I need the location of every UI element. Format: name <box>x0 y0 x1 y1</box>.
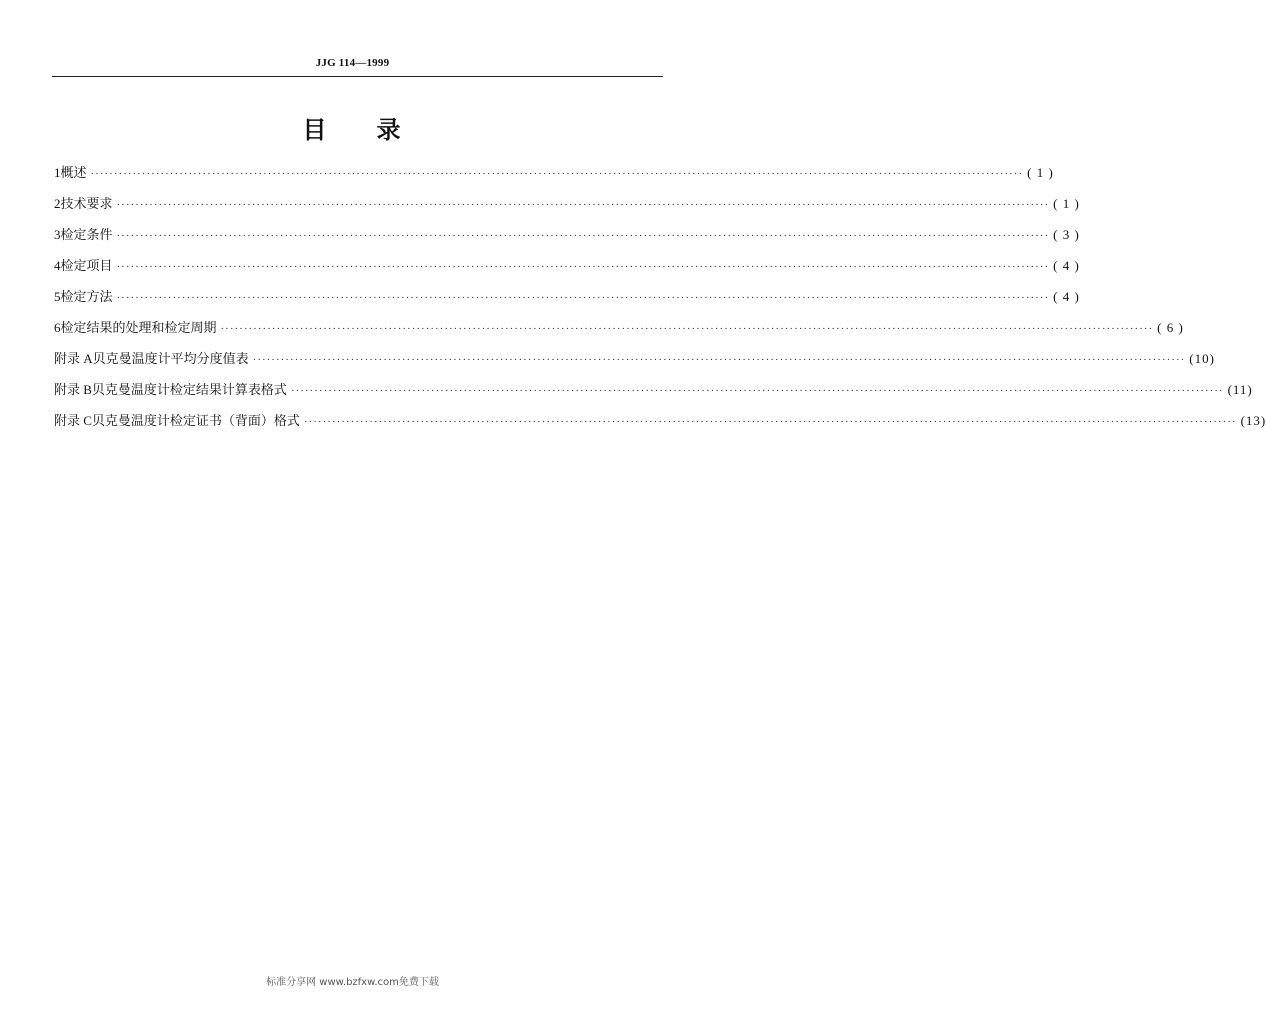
toc-item-label: 贝克曼温度计检定结果计算表格式 <box>91 383 287 398</box>
toc-item-label: 贝克曼温度计平均分度值表 <box>92 352 249 367</box>
toc-item[interactable] <box>54 317 1184 348</box>
toc-item[interactable] <box>54 410 1266 441</box>
toc-item-page: ( 4 ) <box>1053 289 1080 304</box>
page-title <box>0 110 705 145</box>
toc-item-number: 附录 C <box>54 413 92 428</box>
toc-item-page: ( 1 ) <box>1027 165 1054 180</box>
toc-leader-dots: ········································································································································································································ <box>116 199 1050 211</box>
toc-leader-dots: ········································································································································································································ <box>252 354 1186 366</box>
toc-item-label: 检定结果的处理和检定周期 <box>60 321 217 336</box>
toc-item-number: 2 <box>54 196 61 211</box>
toc-item-number: 附录 A <box>54 351 93 366</box>
toc-leader-dots: ········································································································································································································ <box>290 385 1224 397</box>
toc-item-label: 检定项目 <box>60 259 113 274</box>
toc-leader-dots: ········································································································································································································ <box>116 230 1050 242</box>
toc-leader-dots: ········································································································································································································ <box>116 261 1050 273</box>
toc-item[interactable] <box>54 224 1080 255</box>
toc-item-page: (13) <box>1240 413 1266 428</box>
toc-item[interactable] <box>54 379 1253 410</box>
toc-item-page: (11) <box>1227 382 1253 397</box>
title-part-1: 目 <box>302 116 329 144</box>
document-code-header: JJG 114—1999 <box>315 57 390 69</box>
toc-item[interactable] <box>54 286 1080 317</box>
header-rule <box>52 76 663 77</box>
toc-item-page: (10) <box>1189 351 1215 366</box>
toc-leader-dots: ········································································································································································································ <box>303 416 1237 428</box>
toc-item-label: 概述 <box>60 166 87 181</box>
title-part-2: 录 <box>376 116 403 144</box>
toc-item-number: 1 <box>54 165 61 180</box>
toc-item-number: 附录 B <box>54 382 92 397</box>
toc-item[interactable] <box>54 162 1054 193</box>
toc-item-label: 检定条件 <box>60 228 113 243</box>
watermark-footer: 标准分享网 www.bzfxw.com免费下载 <box>266 977 439 988</box>
toc-item-number: 4 <box>54 258 61 273</box>
toc-item-label: 技术要求 <box>60 197 113 212</box>
toc-item-page: ( 3 ) <box>1053 227 1080 242</box>
table-of-contents <box>54 162 1266 441</box>
toc-item-number: 3 <box>54 227 61 242</box>
toc-item-number: 5 <box>54 289 61 304</box>
toc-item-label: 检定方法 <box>60 290 113 305</box>
toc-item[interactable] <box>54 193 1080 224</box>
toc-item-page: ( 4 ) <box>1053 258 1080 273</box>
toc-item-label: 贝克曼温度计检定证书（背面）格式 <box>91 414 300 429</box>
toc-item-page: ( 6 ) <box>1157 320 1184 335</box>
toc-item-number: 6 <box>54 320 61 335</box>
toc-leader-dots: ········································································································································································································ <box>116 292 1050 304</box>
toc-item[interactable] <box>54 348 1215 379</box>
toc-leader-dots: ········································································································································································································ <box>220 323 1154 335</box>
toc-item-page: ( 1 ) <box>1053 196 1080 211</box>
toc-item[interactable] <box>54 255 1080 286</box>
toc-leader-dots: ········································································································································································································ <box>90 168 1024 180</box>
